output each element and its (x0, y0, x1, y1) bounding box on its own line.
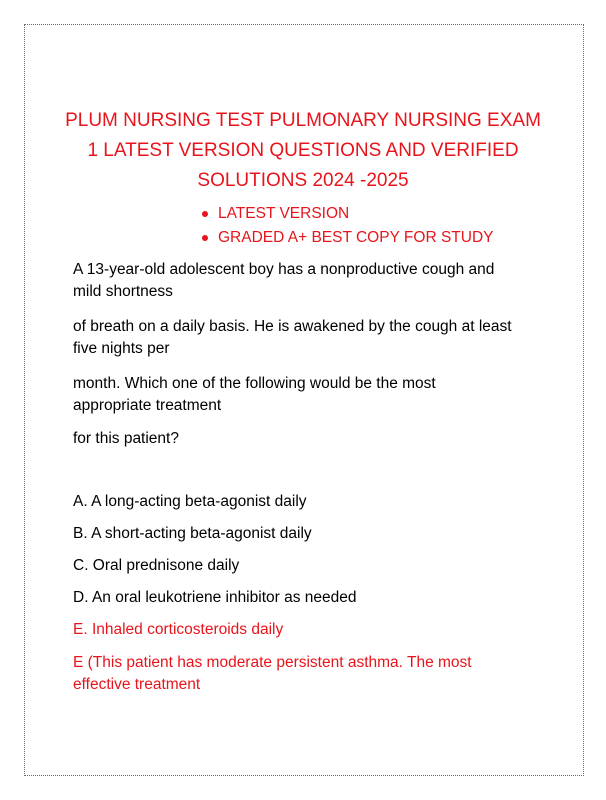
title-line: SOLUTIONS 2024 -2025 (197, 170, 409, 191)
bullet-text: GRADED A+ BEST COPY FOR STUDY (218, 229, 494, 246)
bullet-dot-icon (202, 211, 208, 217)
bullet-text: LATEST VERSION (218, 205, 350, 222)
option-a (73, 491, 543, 513)
question-line: month. Which one of the following would be the most (73, 375, 436, 392)
question-line: appropriate treatment (73, 397, 222, 414)
question-line: mild shortness (73, 283, 173, 300)
bullet-item (200, 227, 493, 251)
option-text: A. A long-acting beta-agonist daily (73, 493, 307, 510)
option-b (73, 523, 543, 545)
question-line: for this patient? (73, 430, 179, 447)
bullet-list (200, 203, 493, 251)
option-text: D. An oral leukotriene inhibitor as needed (73, 589, 357, 606)
option-d (73, 587, 543, 609)
title-line: 1 LATEST VERSION QUESTIONS AND VERIFIED (87, 140, 519, 161)
answer-option-e (73, 619, 543, 641)
question-paragraph (73, 259, 543, 303)
question-paragraph (73, 373, 543, 417)
question-line: five nights per (73, 340, 170, 357)
title-line: PLUM NURSING TEST PULMONARY NURSING EXAM (65, 110, 541, 131)
bullet-dot-icon (202, 235, 208, 241)
bullet-item (200, 203, 493, 227)
option-c (73, 555, 543, 577)
option-text: C. Oral prednisone daily (73, 557, 240, 574)
explanation-line: E (This patient has moderate persistent asthma. The most (73, 654, 472, 671)
question-line: A 13-year-old adolescent boy has a nonproductive cough and (73, 261, 495, 278)
question-line: of breath on a daily basis. He is awakened by the cough at least (73, 318, 512, 335)
answer-text: E. Inhaled corticosteroids daily (73, 621, 284, 638)
question-paragraph (73, 316, 543, 360)
answer-explanation (73, 652, 543, 696)
option-text: B. A short-acting beta-agonist daily (73, 525, 312, 542)
question-paragraph (73, 428, 543, 450)
document-title (60, 106, 546, 196)
explanation-line: effective treatment (73, 676, 201, 693)
